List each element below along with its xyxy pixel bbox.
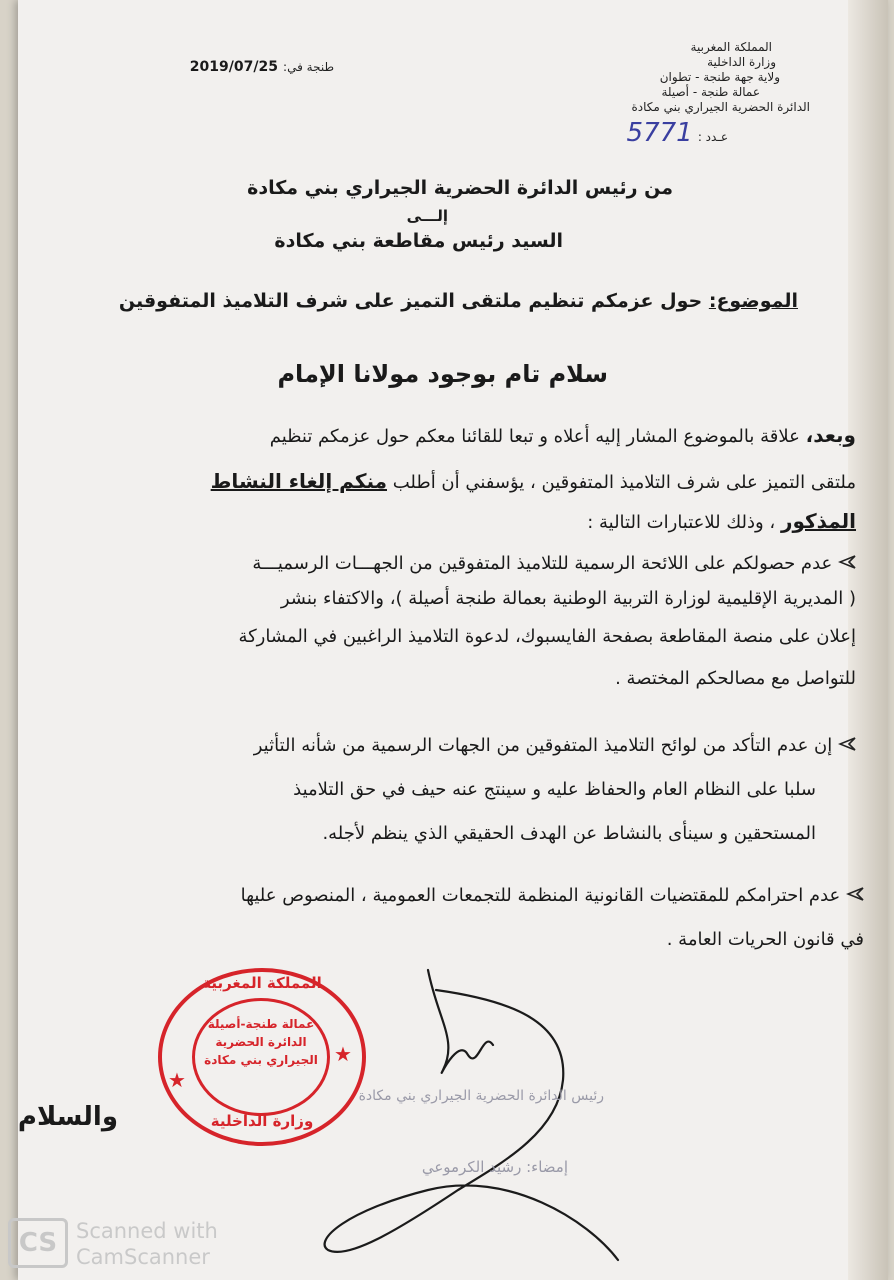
number-label: عـدد : [697, 130, 728, 144]
camscanner-watermark [76, 1218, 218, 1270]
date-label: طنجة في: [283, 60, 334, 74]
intro-text: ، وذلك للاعتبارات التالية : [587, 512, 776, 533]
recipient-line: السيد رئيس مقاطعة بني مكادة [274, 230, 563, 252]
letterhead-line: عمالة طنجة - أصيلة [661, 85, 760, 99]
letterhead-line: المملكة المغربية [690, 40, 772, 54]
point-line [24, 884, 864, 928]
closing: والسلام [17, 1102, 118, 1132]
letterhead-line: ولاية جهة طنجة - تطوان [659, 70, 780, 84]
intro-emphasis: منكم إلغاء النشاط [210, 469, 387, 493]
watermark-line: Scanned with [76, 1219, 218, 1243]
stamp-line: عمالة طنجة-أصيلة [207, 1017, 315, 1031]
number-value: 5771 [626, 118, 693, 148]
signatory-title: رئيس الدائرة الحضرية الجيراري بني مكادة [358, 1088, 604, 1104]
intro-text: ملتقى التميز على شرف التلاميذ المتفوقين ، يؤسفني أن أطلب [392, 472, 856, 493]
point-line: سلبا على النظام العام والحفاظ عليه و سينتج عنه حيف في حق التلاميذ [293, 779, 816, 800]
signatory-name: إمضاء: رشيد الكرموعي [421, 1158, 568, 1176]
stamp-line: الجيراري بني مكادة [204, 1053, 318, 1067]
point-line: للتواصل مع مصالحكم المختصة . [615, 668, 856, 689]
point-text: عدم حصولكم على اللائحة الرسمية للتلاميذ المتفوقين من الجهـــات الرسميـــة [252, 553, 833, 574]
intro-text: علاقة بالموضوع المشار إليه أعلاه و تبعا للقائنا معكم حول عزمكم تنظيم [269, 426, 800, 447]
subject-line [98, 290, 798, 312]
camscanner-logo: CS [8, 1218, 68, 1268]
subject-label: الموضوع: [708, 290, 798, 312]
handwritten-signature [308, 960, 638, 1280]
letterhead-line: الدائرة الحضرية الجيراري بني مكادة [631, 100, 810, 114]
stamp-bottom-text: وزارة الداخلية [210, 1112, 314, 1130]
watermark-line: CamScanner [76, 1245, 210, 1269]
point-text: عدم احترامكم للمقتضيات القانونية المنظمة للتجمعات العمومية ، المنصوص عليها [240, 885, 841, 906]
star-icon: ★ [168, 1068, 186, 1092]
date-line [134, 56, 334, 75]
arrow-bullet-icon [838, 555, 856, 569]
star-icon: ★ [334, 1042, 352, 1066]
letterhead [520, 40, 810, 115]
sender-line: من رئيس الدائرة الحضرية الجيراري بني مكادة [247, 177, 673, 199]
intro-line-2 [36, 470, 856, 494]
stamp-top-text: المملكة المغربية [202, 974, 322, 992]
point-line [36, 552, 856, 587]
point-line: ( المديرية الإقليمية لوزارة التربية الوطنية بعمالة طنجة أصيلة )، والاكتفاء بنشر [280, 588, 856, 609]
document-page [18, 0, 888, 1280]
point-3 [24, 884, 864, 968]
letterhead-line: وزارة الداخلية [707, 55, 776, 69]
arrow-bullet-icon [838, 737, 856, 751]
intro-line-1 [36, 424, 856, 448]
point-line: المستحقين و سينأى بالنشاط عن الهدف الحقيقي الذي ينظم لأجله. [322, 823, 816, 844]
stamp-line: الدائرة الحضرية [215, 1035, 307, 1049]
point-line [26, 734, 856, 778]
reference-number [568, 118, 728, 148]
salutation: سلام تام بوجود مولانا الإمام [277, 360, 608, 388]
to-label: إلـــى [406, 207, 448, 225]
point-2 [26, 734, 856, 866]
intro-emphasis: المذكور [780, 509, 856, 533]
point-line: في قانون الحريات العامة . [666, 929, 864, 950]
point-line: إعلان على منصة المقاطعة بصفحة الفايسبوك، لدعوة التلاميذ الراغبين في المشاركة [238, 626, 856, 647]
intro-lead: وبعد، [805, 423, 856, 447]
date-value: 2019/07/25 [189, 59, 278, 75]
subject-text: حول عزمكم تنظيم ملتقى التميز على شرف التلاميذ المتفوقين [118, 290, 703, 312]
arrow-bullet-icon [846, 887, 864, 901]
point-1 [36, 552, 856, 707]
point-text: إن عدم التأكد من لوائح التلاميذ المتفوقين من الجهات الرسمية من شأنه التأثير [253, 735, 833, 756]
intro-line-3 [36, 510, 856, 534]
